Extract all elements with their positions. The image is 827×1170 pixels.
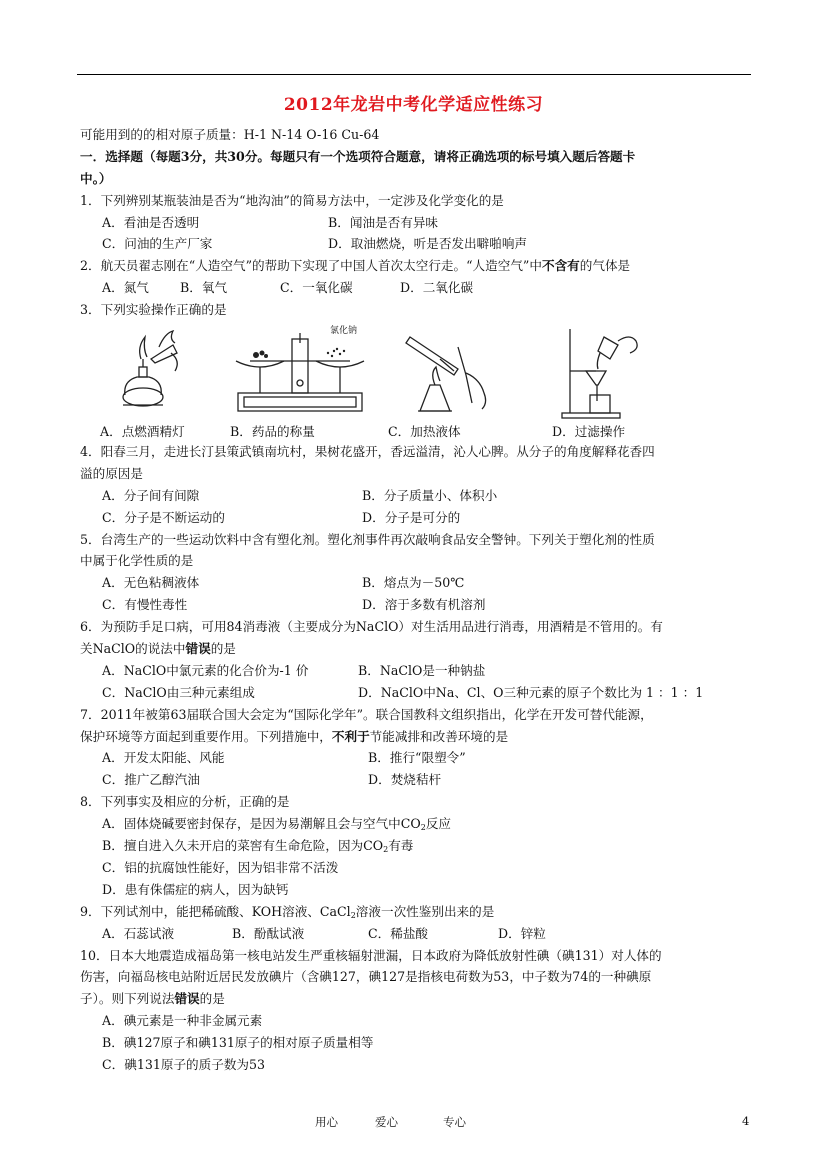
emphasis: 错误 bbox=[185, 641, 211, 657]
question-7-stem: 7．2011年被第63届联合国大会定为“国际化学年”。联合国教科文组织指出，化学在开发可替代能源， bbox=[80, 706, 653, 722]
option-b: B．闻油是否有异味 bbox=[328, 214, 439, 230]
footer-text: 用心 bbox=[315, 1115, 338, 1129]
option-a: A．固体烧碱要密封保存，是因为易潮解且会与空气中$CO_2$反应 bbox=[102, 816, 451, 833]
emphasis: 不含有 bbox=[541, 258, 580, 274]
question-6-stem: 6．为预防手足口病，可用84消毒液（主要成分为NaClO）对生活用品进行消毒，用酒精是不管用的。有 bbox=[80, 619, 663, 635]
option-c: C．铝的抗腐蚀性能好，因为铝非常不活泼 bbox=[102, 859, 339, 875]
option-b: B．分子质量小、体积小 bbox=[362, 487, 498, 503]
option-c: C．问油的生产厂家 bbox=[102, 236, 213, 252]
footer-text: 爱心 bbox=[375, 1115, 398, 1129]
heating-liquid-figure bbox=[400, 323, 500, 415]
option-c: C．一氧化碳 bbox=[280, 280, 353, 296]
emphasis: 不利于 bbox=[331, 728, 370, 744]
question-4-options-row2 bbox=[80, 507, 752, 529]
filtration-figure bbox=[560, 323, 650, 423]
option-a: A．点燃酒精灯 bbox=[100, 424, 185, 440]
option-a: A．氮气 bbox=[102, 280, 149, 296]
option-c: C．碘131原子的质子数为53 bbox=[102, 1056, 266, 1072]
section-heading-cont: 中。） bbox=[80, 170, 112, 186]
option-b: B．酚酞试液 bbox=[232, 925, 305, 941]
question-6-options-row2 bbox=[80, 682, 752, 704]
option-b: B．碘127原子和碘131原子的相对原子质量相等 bbox=[102, 1035, 374, 1051]
page-title: 2012年龙岩中考化学适应性练习 bbox=[283, 95, 544, 115]
option-b: B．擅自进入久未开启的菜窖有生命危险，因为$CO_2$有毒 bbox=[102, 838, 414, 855]
option-d: D．锌粒 bbox=[498, 925, 546, 941]
emphasis: 错误 bbox=[174, 991, 200, 1007]
question-1-options-row2 bbox=[80, 233, 752, 255]
sodium-chloride-label: 氯化钠 bbox=[330, 326, 358, 337]
question-1-options-row1 bbox=[80, 212, 752, 234]
atomic-mass-line: 可能用到的的相对原子质量：H-1 N-14 O-16 Cu-64 bbox=[80, 127, 380, 142]
question-9-stem: 9．下列试剂中，能把稀硫酸、KOH溶液、CaCl$_2$溶液一次性鉴别出来的是 bbox=[80, 903, 495, 920]
option-b: B．药品的称量 bbox=[230, 424, 315, 440]
question-9-options bbox=[80, 923, 752, 945]
option-a: A．碘元素是一种非金属元素 bbox=[102, 1013, 263, 1029]
option-a: A．NaClO中氯元素的化合价为-1 价 bbox=[102, 662, 309, 678]
option-c: C．加热液体 bbox=[388, 424, 461, 440]
option-a: A．看油是否透明 bbox=[102, 214, 200, 230]
option-d: D．二氧化碳 bbox=[400, 280, 474, 296]
option-c: C．NaClO由三种元素组成 bbox=[102, 684, 255, 700]
question-3-stem: 3．下列实验操作正确的是 bbox=[80, 302, 227, 318]
question-5-stem: 5．台湾生产的一些运动饮料中含有塑化剂。塑化剂事件再次敲响食品安全警钟。下列关于塑化剂的性质 bbox=[80, 531, 655, 547]
option-c: C．有慢性毒性 bbox=[102, 597, 188, 613]
question-2-options bbox=[80, 277, 752, 299]
question-4-stem: 4．阳春三月，走进长汀县策武镇南坑村，果树花盛开，香远溢清，沁人心脾。从分子的角度解释花香四 bbox=[80, 444, 655, 460]
question-10-stem-cont: 伤害，向福岛核电站附近居民发放碘片（含碘127，碘127是指核电荷数为53，中子数为74的一种碘原 bbox=[80, 969, 652, 985]
question-10-stem-cont2: 子）。则下列说法错误的是 bbox=[80, 991, 225, 1007]
question-6-stem-cont: 关NaClO的说法中错误的是 bbox=[80, 641, 236, 657]
question-7-options-row1 bbox=[80, 747, 752, 769]
question-2-stem: 2．航天员翟志刚在“人造空气”的帮助下实现了中国人首次太空行走。“人造空气”中不含有的气体是 bbox=[80, 258, 631, 274]
option-c: C．推广乙醇汽油 bbox=[102, 772, 200, 788]
footer-text: 专心 bbox=[443, 1115, 466, 1129]
option-b: B．氧气 bbox=[180, 280, 228, 296]
question-4-options-row1 bbox=[80, 485, 752, 507]
question-6-options-row1 bbox=[80, 660, 752, 682]
option-d: D．过滤操作 bbox=[552, 424, 626, 440]
option-d: D．NaClO中Na、Cl、O三种元素的原子个数比为 1 ：1 ：1 bbox=[358, 684, 704, 700]
option-a: A．开发太阳能、风能 bbox=[102, 750, 225, 766]
question-content bbox=[80, 124, 752, 1076]
alcohol-lamp-lighting-figure bbox=[115, 323, 185, 415]
option-d: D．焚烧秸杆 bbox=[368, 772, 442, 788]
question-4-stem-cont: 溢的原因是 bbox=[80, 465, 143, 481]
option-b: B．熔点为－50℃ bbox=[362, 575, 465, 591]
question-3-figures bbox=[80, 321, 752, 440]
question-5-options-row1 bbox=[80, 572, 752, 594]
option-a: A．无色粘稠液体 bbox=[102, 575, 200, 591]
section-heading: 一．选择题（每题3分，共30分。每题只有一个选项符合题意，请将正确选项的标号填入题后答题卡 bbox=[80, 148, 636, 164]
option-a: A．石蕊试液 bbox=[102, 925, 175, 941]
question-10-stem: 10．日本大地震造成福岛第一核电站发生严重核辐射泄漏，日本政府为降低放射性碘（碘131）对人体的 bbox=[80, 947, 662, 963]
option-d: D．取油燃烧，听是否发出噼啪响声 bbox=[328, 236, 528, 252]
option-c: C．稀盐酸 bbox=[368, 925, 429, 941]
option-b: B．推行“限塑令” bbox=[368, 750, 466, 766]
option-d: D．患有侏儒症的病人，因为缺钙 bbox=[102, 881, 289, 897]
option-b: B．NaClO是一种钠盐 bbox=[358, 662, 486, 678]
page-number: 4 bbox=[742, 1114, 750, 1128]
question-5-stem-cont: 中属于化学性质的是 bbox=[80, 553, 194, 569]
question-8-stem: 8．下列事实及相应的分析，正确的是 bbox=[80, 794, 290, 810]
option-d: D．溶于多数有机溶剂 bbox=[362, 597, 486, 613]
question-7-stem-cont: 保护环境等方面起到重要作用。下列措施中，不利于节能减排和改善环境的是 bbox=[80, 728, 509, 744]
question-7-options-row2 bbox=[80, 769, 752, 791]
question-1-stem: 1．下列辨别某瓶装油是否为“地沟油”的简易方法中，一定涉及化学变化的是 bbox=[80, 192, 504, 208]
option-c: C．分子是不断运动的 bbox=[102, 509, 225, 525]
option-a: A．分子间有间隙 bbox=[102, 487, 200, 503]
option-d: D．分子是可分的 bbox=[362, 509, 461, 525]
header-rule bbox=[77, 74, 751, 75]
question-5-options-row2 bbox=[80, 594, 752, 616]
